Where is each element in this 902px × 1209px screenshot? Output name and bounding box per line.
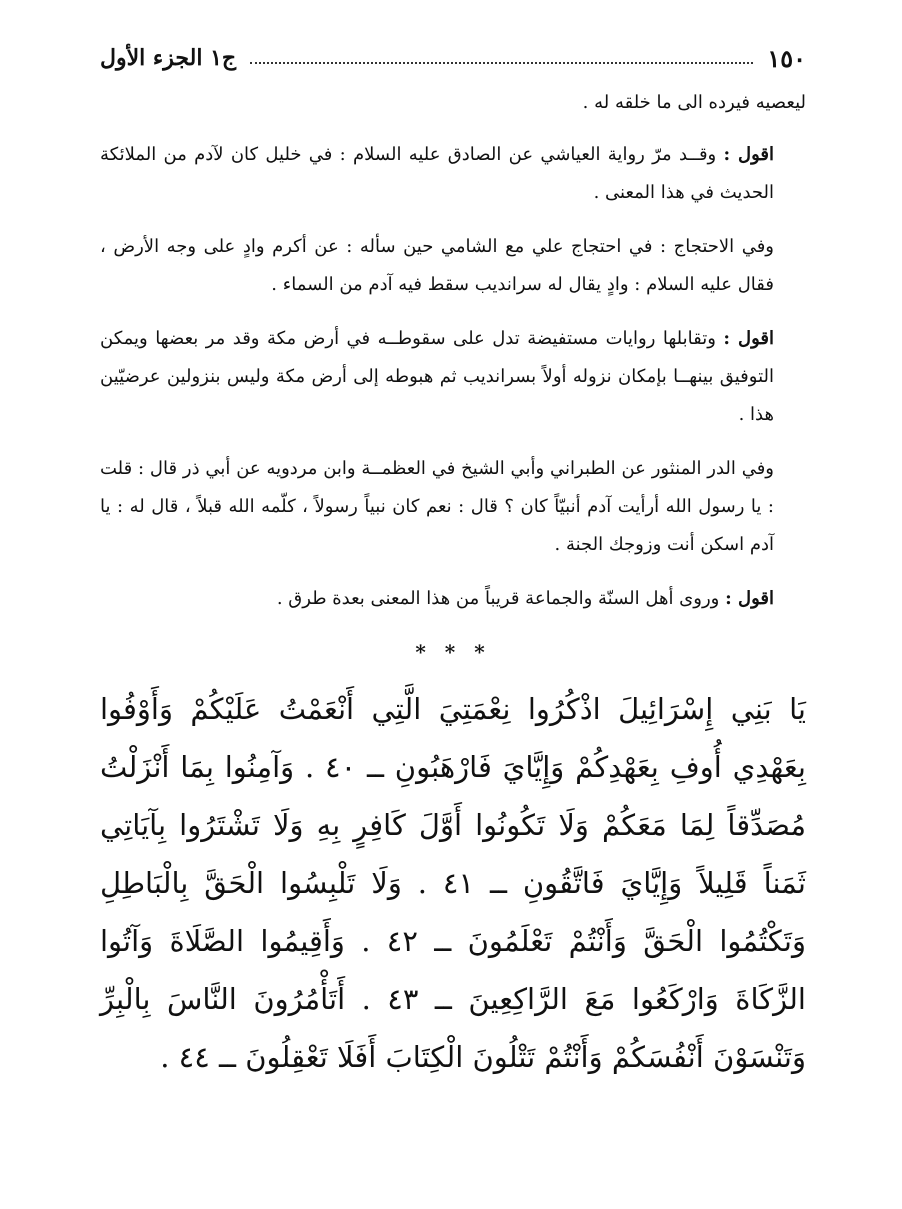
paragraph-text: وقــد مرّ رواية العياشي عن الصادق عليه السلام : في خليل كان لآدم من الملائكة الحديث في هذا المعنى .: [100, 144, 774, 203]
paragraph-text: وتقابلها روايات مستفيضة تدل على سقوطــه في أرض مكة وقد مر بعضها ويمكن التوفيق بينهــا بإمكان نزوله أولاً بسرانديب ثم هبوطه إلى أرض مكة وليس بنزولين عرضيّين هذا .: [100, 328, 774, 425]
paragraph-text: وروى أهل السنّة والجماعة قريباً من هذا المعنى بعدة طرق .: [276, 588, 720, 609]
running-header: [100, 38, 806, 78]
page-body: [100, 84, 806, 1086]
paragraph-text: وفي الدر المنثور عن الطبراني وأبي الشيخ في العظمــة وابن مردويه عن أبي ذر قال : قلت : يا رسول الله أرأيت آدم أنبيّاً كان ؟ قال : نعم كان نبياً رسولاً ، كلّمه الله قبلاً ، قال له : يا آدم اسكن أنت وزوجك الجنة .: [100, 458, 774, 555]
paragraph-label: اقول :: [725, 588, 774, 609]
paragraph-ayyashi: [100, 136, 806, 212]
paragraph-durr-manthur: [100, 450, 806, 564]
paragraph-ihtijaj: [100, 228, 806, 304]
paragraph-continuation: [100, 84, 806, 122]
paragraph-reconciliation: [100, 320, 806, 434]
paragraph-ahl-sunna: [100, 580, 806, 618]
section-separator: * * *: [415, 640, 491, 664]
running-title: ج١ الجزء الأول: [100, 45, 237, 71]
page-number: ١٥٠: [767, 43, 806, 73]
paragraph-text: ليعصيه فيرده الى ما خلقه له .: [582, 92, 806, 113]
paragraph-text: وفي الاحتجاج : في احتجاج علي مع الشامي حين سأله : عن أكرم وادٍ على وجه الأرض ، فقال عليه السلام : وادٍ يقال له سرانديب سقط فيه آدم من السماء .: [100, 236, 774, 295]
paragraph-label: اقول :: [723, 328, 774, 349]
header-dotted-rule: [250, 52, 753, 64]
paragraph-label: اقول :: [723, 144, 774, 165]
quran-verse-block: يَا بَنِي إِسْرَائِيلَ اذْكُرُوا نِعْمَتِيَ الَّتِي أَنْعَمْتُ عَلَيْكُمْ وَأَوْفُوا بِعَهْدِي أُوفِ بِعَهْدِكُمْ وَإِيَّايَ فَارْهَبُونِ ــ ٤٠ . وَآمِنُوا بِمَا أَنْزَلْتُ مُصَدِّقاً لِمَا مَعَكُمْ وَلَا تَكُونُوا أَوَّلَ كَافِرٍ بِهِ وَلَا تَشْتَرُوا بِآيَاتِي ثَمَناً قَلِيلاً وَإِيَّايَ فَاتَّقُونِ ــ ٤١ . وَلَا تَلْبِسُوا الْحَقَّ بِالْبَاطِلِ وَتَكْتُمُوا الْحَقَّ وَأَنْتُمْ تَعْلَمُونَ ــ ٤٢ . وَأَقِيمُوا الصَّلَاةَ وَآتُوا الزَّكَاةَ وَارْكَعُوا مَعَ الرَّاكِعِينَ ــ ٤٣ . أَتَأْمُرُونَ النَّاسَ بِالْبِرِّ وَتَنْسَوْنَ أَنْفُسَكُمْ وَأَنْتُمْ تَتْلُونَ الْكِتَابَ أَفَلَا تَعْقِلُونَ ــ ٤٤ .: [100, 692, 807, 1074]
